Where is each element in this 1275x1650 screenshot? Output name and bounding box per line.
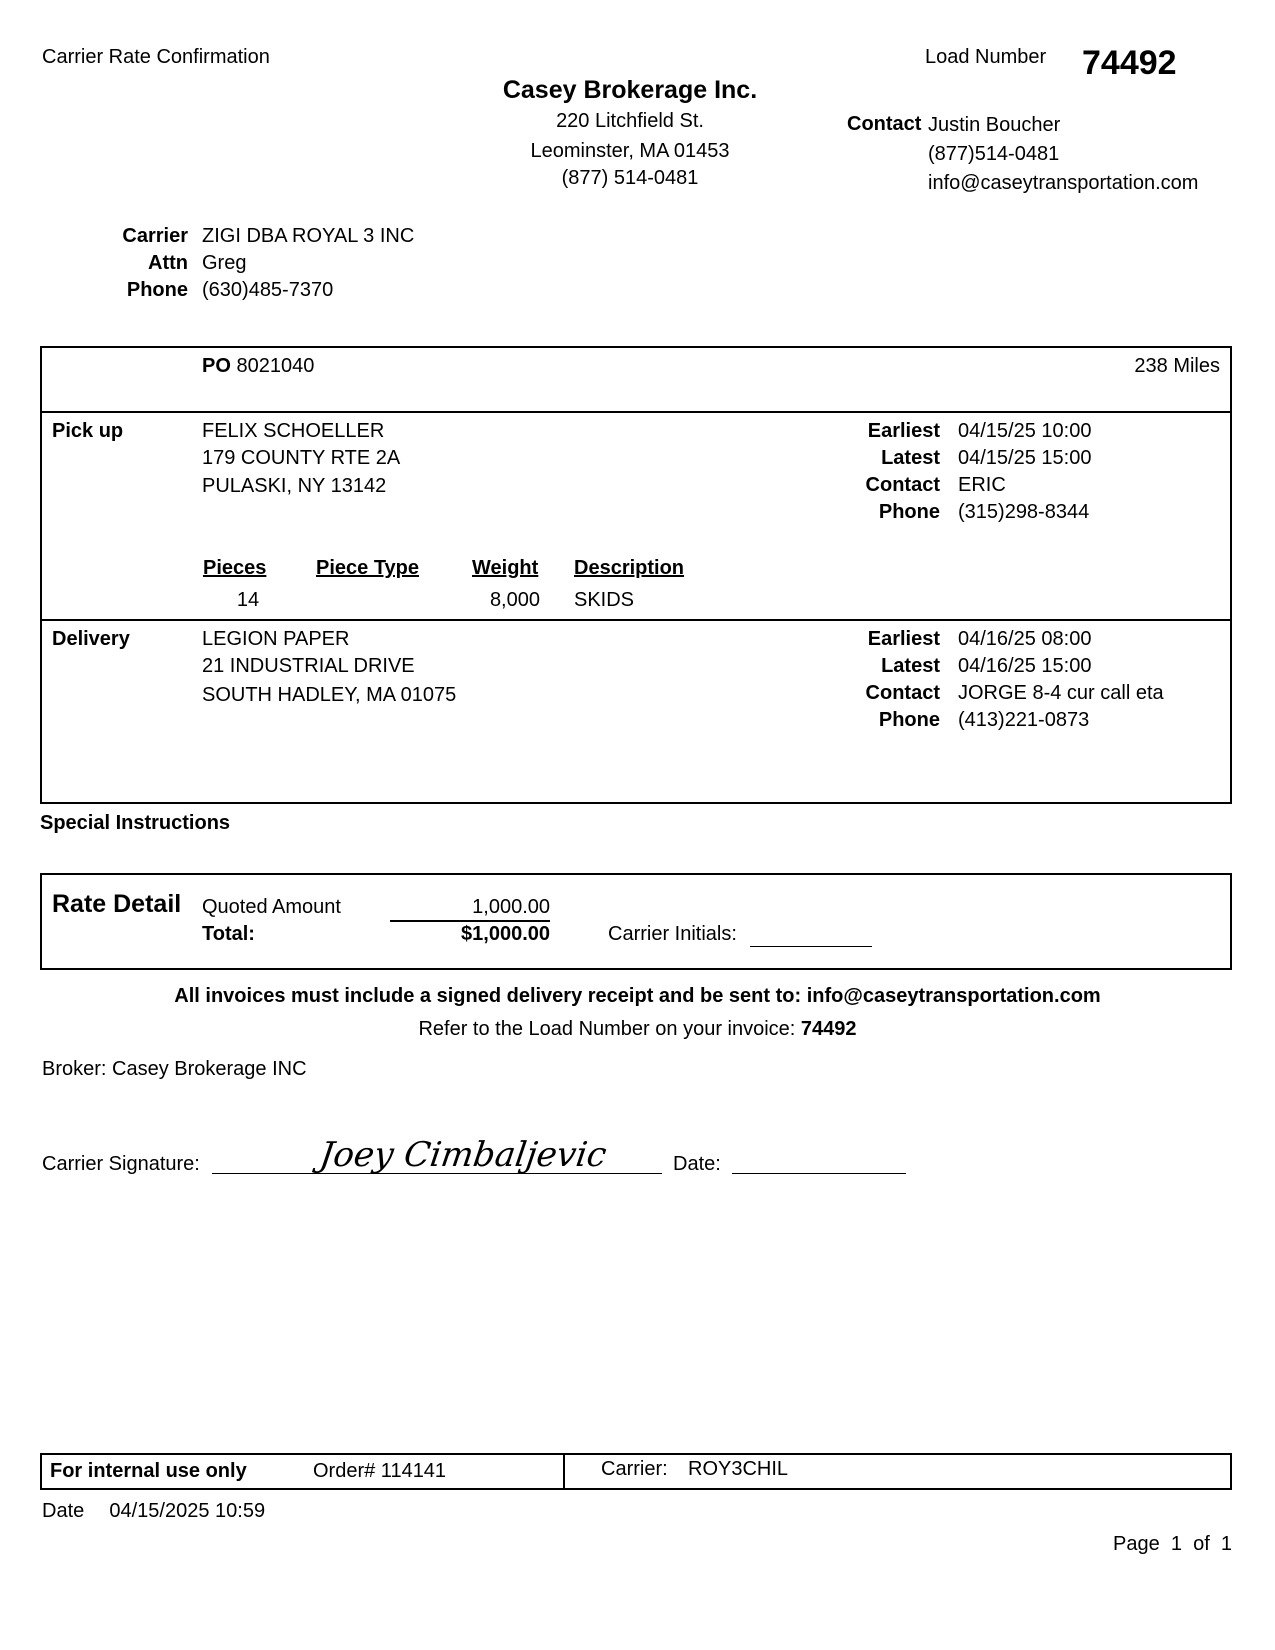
miles: 238 Miles xyxy=(1134,355,1220,377)
divider xyxy=(40,619,1232,621)
page-indicator xyxy=(1113,1533,1232,1556)
delivery-latest-label: Latest xyxy=(881,655,940,677)
page-of: of xyxy=(1193,1533,1210,1555)
carrier-phone-label: Phone xyxy=(126,279,188,301)
po-number: 8021040 xyxy=(236,355,315,377)
divider xyxy=(563,1453,565,1490)
pickup-contact-label: Contact xyxy=(865,474,940,496)
delivery-phone: (413)221-0873 xyxy=(958,709,1090,731)
load-number: 74492 xyxy=(1082,44,1177,82)
col-pieces: Pieces xyxy=(203,557,267,579)
carrier-phone: (630)485-7370 xyxy=(202,279,334,301)
broker-street: 220 Litchfield St. xyxy=(556,110,704,132)
rate-detail-label: Rate Detail xyxy=(52,890,182,918)
po-line xyxy=(202,355,314,378)
contact-label: Contact xyxy=(847,113,922,135)
print-date-value: 04/15/2025 10:59 xyxy=(109,1500,266,1522)
carrier-label: Carrier xyxy=(122,225,188,247)
pickup-name: FELIX SCHOELLER xyxy=(202,420,385,442)
pickup-label: Pick up xyxy=(52,420,124,442)
delivery-earliest-label: Earliest xyxy=(867,628,940,650)
carrier-signature: Joey Cimbaljevic xyxy=(317,1135,609,1175)
page-current: 1 xyxy=(1170,1533,1182,1555)
refer-note xyxy=(0,1018,1275,1041)
delivery-phone-label: Phone xyxy=(878,709,940,731)
col-description: Description xyxy=(574,557,685,579)
pickup-phone-label: Phone xyxy=(878,501,940,523)
internal-carrier-code: ROY3CHIL xyxy=(688,1458,789,1480)
delivery-contact: JORGE 8-4 cur call eta xyxy=(958,682,1164,704)
pickup-latest-label: Latest xyxy=(881,447,940,469)
broker-line: Broker: Casey Brokerage INC xyxy=(42,1058,307,1080)
internal-carrier-label: Carrier: xyxy=(601,1458,668,1480)
quoted-amount-label: Quoted Amount xyxy=(202,896,341,918)
total-label: Total: xyxy=(202,923,255,945)
item-description: SKIDS xyxy=(574,589,635,611)
rate-box xyxy=(40,873,1232,970)
delivery-label: Delivery xyxy=(52,628,130,650)
pickup-contact: ERIC xyxy=(958,474,1006,496)
order-number: Order# 114141 xyxy=(313,1460,447,1482)
pickup-earliest-label: Earliest xyxy=(867,420,940,442)
carrier-name: ZIGI DBA ROYAL 3 INC xyxy=(202,225,415,247)
delivery-earliest: 04/16/25 08:00 xyxy=(958,628,1092,650)
broker-phone: (877) 514-0481 xyxy=(561,167,699,189)
pickup-phone: (315)298-8344 xyxy=(958,501,1090,523)
quoted-underline xyxy=(390,920,550,922)
carrier-initials-field[interactable] xyxy=(750,946,872,947)
attn-value: Greg xyxy=(202,252,247,274)
refer-note-text: Refer to the Load Number on your invoice: xyxy=(418,1018,796,1040)
pickup-earliest: 04/15/25 10:00 xyxy=(958,420,1092,442)
broker-name: Casey Brokerage Inc. xyxy=(502,76,758,104)
po-label: PO xyxy=(202,355,231,377)
delivery-contact-label: Contact xyxy=(865,682,940,704)
print-date-label: Date xyxy=(42,1500,85,1522)
refer-load-number: 74492 xyxy=(800,1018,857,1040)
document-title: Carrier Rate Confirmation xyxy=(42,46,270,68)
signature-date-label: Date: xyxy=(673,1153,721,1175)
col-piece-type: Piece Type xyxy=(316,557,420,579)
special-instructions-label: Special Instructions xyxy=(40,812,231,834)
contact-phone: (877)514-0481 xyxy=(928,143,1060,165)
delivery-latest: 04/16/25 15:00 xyxy=(958,655,1092,677)
total-amount: $1,000.00 xyxy=(461,923,550,945)
contact-name: Justin Boucher xyxy=(928,114,1061,136)
contact-email[interactable]: info@caseytransportation.com xyxy=(928,172,1199,194)
pickup-street: 179 COUNTY RTE 2A xyxy=(202,447,401,469)
signature-label: Carrier Signature: xyxy=(42,1153,200,1175)
delivery-name: LEGION PAPER xyxy=(202,628,350,650)
divider xyxy=(40,411,1232,413)
carrier-initials-label: Carrier Initials: xyxy=(608,923,737,945)
print-date xyxy=(42,1500,265,1523)
page-total: 1 xyxy=(1220,1533,1233,1555)
attn-label: Attn xyxy=(148,252,188,274)
signature-date-field[interactable] xyxy=(732,1173,906,1174)
col-weight: Weight xyxy=(472,557,539,579)
delivery-street: 21 INDUSTRIAL DRIVE xyxy=(202,655,415,677)
internal-label: For internal use only xyxy=(50,1460,247,1482)
load-number-label: Load Number xyxy=(925,46,1047,68)
item-weight: 8,000 xyxy=(489,589,540,611)
pickup-city: PULASKI, NY 13142 xyxy=(202,475,387,497)
pickup-latest: 04/15/25 15:00 xyxy=(958,447,1092,469)
item-pieces: 14 xyxy=(236,589,260,611)
broker-city: Leominster, MA 01453 xyxy=(530,140,730,162)
invoice-note: All invoices must include a signed delivery receipt and be sent to: info@caseytransportation.com xyxy=(174,985,1101,1007)
page-label: Page xyxy=(1113,1533,1160,1555)
quoted-amount: 1,000.00 xyxy=(472,896,550,918)
delivery-city: SOUTH HADLEY, MA 01075 xyxy=(202,684,457,706)
